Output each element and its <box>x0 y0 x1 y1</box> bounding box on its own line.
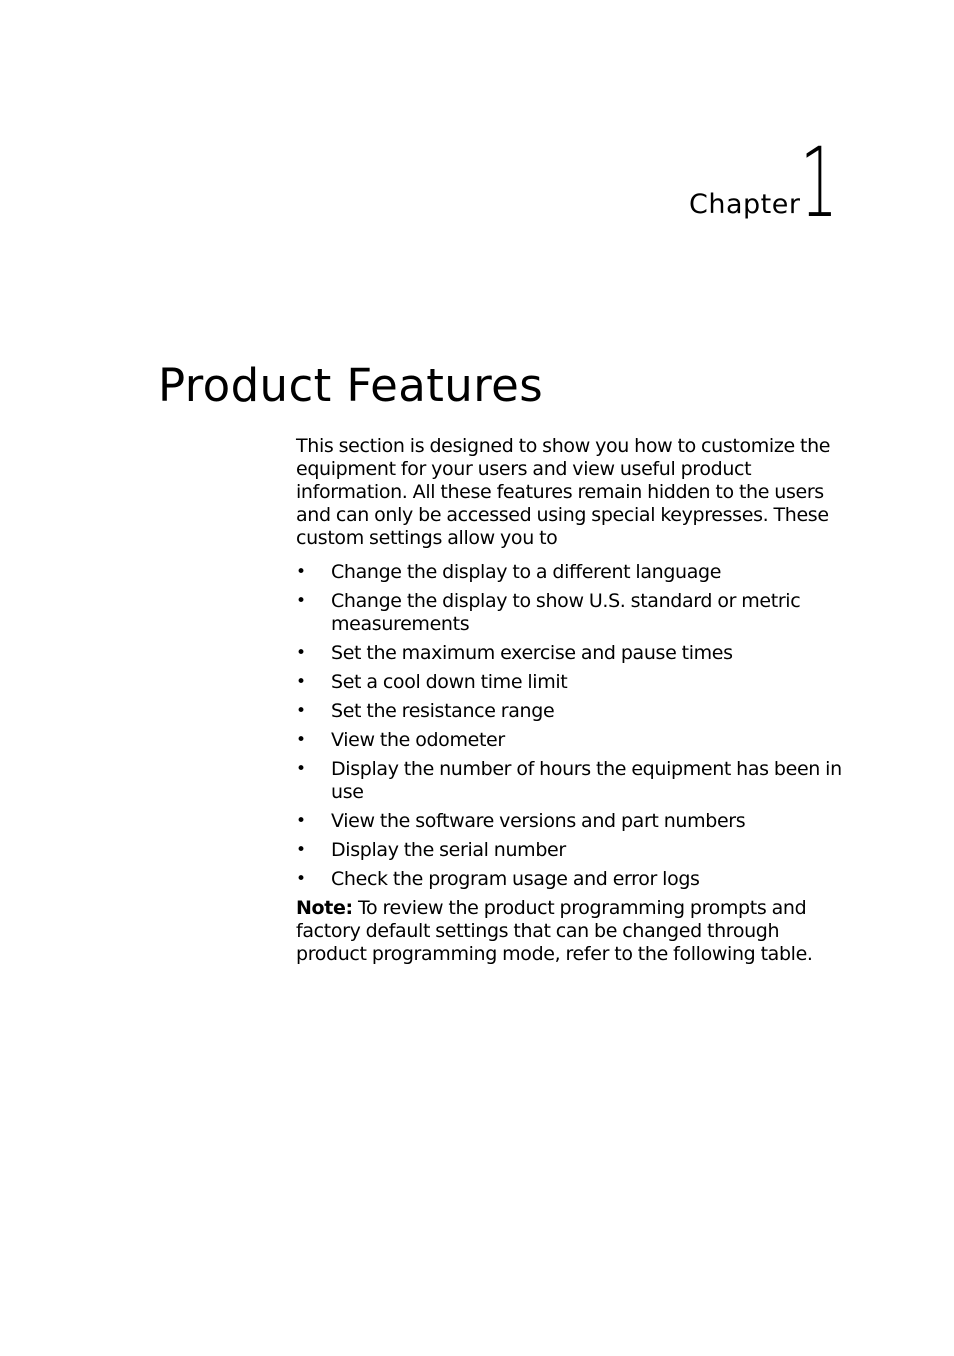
list-item <box>296 561 844 584</box>
list-item-text: Display the number of hours the equipment has been in use <box>331 758 842 803</box>
bullet-icon: • <box>296 811 306 831</box>
list-item <box>296 642 844 665</box>
bullet-icon: • <box>296 591 306 611</box>
note-paragraph <box>296 897 844 966</box>
list-item <box>296 758 844 804</box>
bullet-icon: • <box>296 643 306 663</box>
list-item <box>296 590 844 636</box>
list-item-text: Set the resistance range <box>331 700 555 722</box>
list-item-text: Check the program usage and error logs <box>331 868 700 890</box>
feature-list <box>296 561 844 891</box>
list-item <box>296 839 844 862</box>
chapter-label: Chapter <box>689 189 801 220</box>
list-item-text: Change the display to show U.S. standard or metric measurements <box>331 590 801 635</box>
section-body <box>296 435 844 966</box>
list-item <box>296 729 844 752</box>
note-text: To review the product programming prompts and factory default settings that can be changed through product programming mode, refer to the following table. <box>296 897 813 965</box>
list-item-text: Set a cool down time limit <box>331 671 568 693</box>
note-label: Note: <box>296 897 353 919</box>
list-item <box>296 671 844 694</box>
bullet-icon: • <box>296 672 306 692</box>
bullet-icon: • <box>296 730 306 750</box>
bullet-icon: • <box>296 701 306 721</box>
bullet-icon: • <box>296 759 306 779</box>
list-item <box>296 700 844 723</box>
list-item-text: Display the serial number <box>331 839 566 861</box>
list-item-text: View the software versions and part numbers <box>331 810 746 832</box>
page-title: Product Features <box>158 359 544 412</box>
bullet-icon: • <box>296 869 306 889</box>
intro-paragraph: This section is designed to show you how to customize the equipment for your users and view useful product information. All these features remain hidden to the users and can only be accessed using special keypresses. These custom settings allow you to <box>296 435 831 549</box>
bullet-icon: • <box>296 562 306 582</box>
list-item-text: View the odometer <box>331 729 505 751</box>
list-item <box>296 868 844 891</box>
bullet-icon: • <box>296 840 306 860</box>
list-item-text: Set the maximum exercise and pause times <box>331 642 733 664</box>
list-item <box>296 810 844 833</box>
chapter-number: 1 <box>800 127 838 239</box>
list-item-text: Change the display to a different language <box>331 561 722 583</box>
